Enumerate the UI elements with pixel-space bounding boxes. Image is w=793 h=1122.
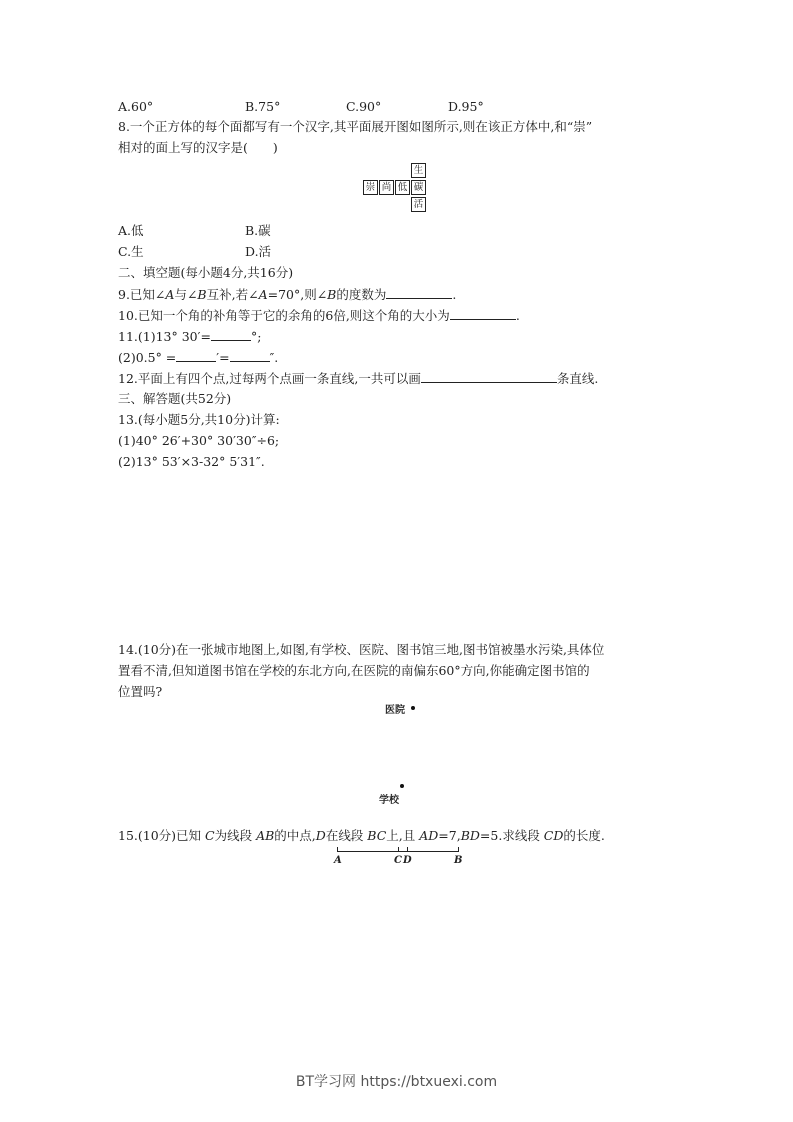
hospital-point xyxy=(411,706,415,710)
q9-answer-blank[interactable] xyxy=(386,285,452,299)
q12-part: 条直线. xyxy=(556,371,599,386)
net-cell-huo: 活 xyxy=(411,197,426,212)
q15-part: =7, xyxy=(438,828,461,843)
tick-b xyxy=(458,847,459,852)
hospital-label: 医院 xyxy=(385,705,405,716)
school-point xyxy=(400,784,404,788)
tick-c xyxy=(398,847,399,852)
q13-title: 13.(每小题5分,共10分)计算: xyxy=(118,412,280,427)
section-answer-heading: 三、解答题(共52分) xyxy=(118,391,232,406)
q15-part: 上,且 xyxy=(386,828,420,843)
point-c: C xyxy=(205,828,215,843)
q9-part: 互补,若∠ xyxy=(206,287,259,302)
q10-text xyxy=(118,306,520,324)
q15-text xyxy=(118,827,605,844)
q9-text xyxy=(118,285,456,303)
label-d: D xyxy=(403,855,412,866)
q8-option-a: A.低 xyxy=(118,223,144,238)
q10-part: 10.已知一个角的补角等于它的余角的6倍,则这个角的大小为 xyxy=(118,308,450,323)
tick-a xyxy=(337,847,338,852)
q15-part: 15.(10分)已知 xyxy=(118,828,206,843)
point-d: D xyxy=(315,828,326,843)
q15-part: 在线段 xyxy=(325,828,368,843)
q15-part: 的长度. xyxy=(563,828,605,843)
q15-part: 的中点, xyxy=(274,828,316,843)
segment-bc: BC xyxy=(367,828,387,843)
q13-part1: (1)40° 26′+30° 30′30″÷6; xyxy=(118,433,280,448)
q11-part1 xyxy=(118,327,261,345)
section-fill-in-heading: 二、填空题(每小题4分,共16分) xyxy=(118,265,294,280)
q10-answer-blank[interactable] xyxy=(450,306,516,320)
net-cell-tan: 碳 xyxy=(411,180,426,195)
net-cell-di: 低 xyxy=(395,180,410,195)
q8-option-c: C.生 xyxy=(118,244,144,259)
q14-text-line1: 14.(10分)在一张城市地图上,如图,有学校、医院、图书馆三地,图书馆被墨水污染,具体位 xyxy=(118,642,605,657)
q11-part: ′= xyxy=(216,350,230,365)
q11-part: ″. xyxy=(269,350,279,365)
q7-option-a: A.60° xyxy=(118,99,154,114)
q10-part: . xyxy=(515,308,520,323)
q9-part: =70°,则∠ xyxy=(267,287,328,302)
q15-part: 为线段 xyxy=(214,828,257,843)
footer-watermark: BT学习网 https://btxuexi.com xyxy=(295,1074,498,1090)
q9-part: 9.已知∠ xyxy=(118,287,166,302)
q11-part: (2)0.5° = xyxy=(118,350,177,365)
q12-text xyxy=(118,369,598,387)
angle-b: B xyxy=(197,287,207,302)
label-c: C xyxy=(394,855,402,866)
angle-a: A xyxy=(258,287,268,302)
q11-part2 xyxy=(118,348,278,366)
segment-ad: AD xyxy=(419,828,439,843)
q9-part: 的度数为 xyxy=(336,287,387,302)
q8-option-b: B.碳 xyxy=(245,223,271,238)
q15-part: =5.求线段 xyxy=(479,828,544,843)
angle-a: A xyxy=(165,287,175,302)
q8-text-line2: 相对的面上写的汉字是( ) xyxy=(118,140,278,155)
q12-answer-blank[interactable] xyxy=(421,369,557,383)
net-cell-chong: 崇 xyxy=(363,180,378,195)
q11-1-answer-blank[interactable] xyxy=(211,327,251,341)
q8-option-d: D.活 xyxy=(245,244,272,259)
q14-text-line2: 置看不清,但知道图书馆在学校的东北方向,在医院的南偏东60°方向,你能确定图书馆的 xyxy=(118,663,590,678)
q11-2-minutes-blank[interactable] xyxy=(176,348,216,362)
q13-part2: (2)13° 53′×3-32° 5′31″. xyxy=(118,454,265,469)
segment-cd: CD xyxy=(543,828,564,843)
q11-2-seconds-blank[interactable] xyxy=(230,348,270,362)
q7-option-b: B.75° xyxy=(245,99,281,114)
q14-text-line3: 位置吗? xyxy=(118,684,163,699)
segment-bd: BD xyxy=(460,828,480,843)
segment-ab: AB xyxy=(256,828,275,843)
label-b: B xyxy=(454,855,463,866)
q8-text-line1: 8.一个正方体的每个面都写有一个汉字,其平面展开图如图所示,则在该正方体中,和“崇” xyxy=(118,119,593,134)
tick-d xyxy=(407,847,408,852)
label-a: A xyxy=(334,855,342,866)
q12-part: 12.平面上有四个点,过每两个点画一条直线,一共可以画 xyxy=(118,371,421,386)
q7-option-c: C.90° xyxy=(346,99,382,114)
q11-part: °; xyxy=(250,329,262,344)
net-cell-shang: 尚 xyxy=(379,180,394,195)
q7-option-d: D.95° xyxy=(448,99,484,114)
net-cell-sheng: 生 xyxy=(411,163,426,178)
school-label: 学校 xyxy=(379,795,399,806)
angle-b: B xyxy=(327,287,337,302)
q11-part: 11.(1)13° 30′= xyxy=(118,329,211,344)
q9-part: 与∠ xyxy=(174,287,198,302)
q9-part: . xyxy=(452,287,457,302)
